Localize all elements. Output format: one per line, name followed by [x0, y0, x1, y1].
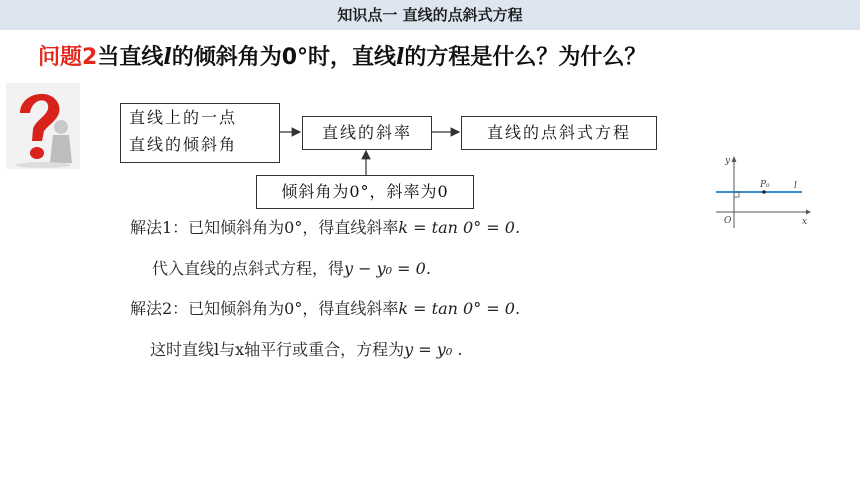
flow-box-given-line2: 直线的倾斜角	[129, 135, 238, 154]
origin-label: O	[724, 216, 732, 226]
solution-line-4	[150, 337, 462, 363]
flow-box-given-line1: 直线上的一点	[129, 108, 238, 127]
point-p0-label: P₀	[760, 180, 770, 190]
x-axis-label: x	[802, 217, 808, 227]
question-var-l1: l	[163, 44, 172, 70]
flow-box-point-slope: 直线的点斜式方程	[461, 116, 657, 150]
solution-line-1-text: 解法1：已知倾斜角为0°，得直线斜率	[130, 218, 399, 237]
solution-line-4-formula: y = y₀ .	[404, 340, 463, 359]
solution-line-2	[152, 256, 431, 282]
solution-line-1	[130, 215, 520, 241]
solution-line-3-formula: k = tan 0° = 0.	[398, 299, 521, 318]
solution-line-2-formula: y − y₀ = 0.	[344, 259, 431, 278]
x-axis-arrow	[806, 210, 811, 215]
question-text-after: 的方程是什么？为什么？	[404, 45, 647, 70]
question-text-middle: 的倾斜角为0°时，直线	[171, 45, 396, 70]
question-label: 问题2	[38, 45, 98, 70]
line-l-label: l	[794, 181, 797, 191]
y-axis-label: y	[725, 156, 731, 166]
point-p0	[762, 190, 766, 194]
question-var-l2: l	[396, 44, 405, 70]
y-axis-arrow	[732, 156, 737, 162]
section-title: 知识点一 直线的点斜式方程	[337, 6, 523, 24]
solution-line-2-text: 代入直线的点斜式方程，得	[152, 259, 345, 278]
question-text-before: 当直线	[97, 45, 164, 70]
coordinate-graph	[712, 150, 812, 230]
flow-box-condition: 倾斜角为0°，斜率为0	[256, 175, 474, 209]
solution-line-4-text: 这时直线l与x轴平行或重合，方程为	[150, 340, 405, 359]
solution-line-3	[130, 296, 520, 322]
solution-line-1-formula: k = tan 0° = 0.	[398, 218, 521, 237]
solution-line-3-text: 解法2：已知倾斜角为0°，得直线斜率	[130, 299, 399, 318]
flow-box-slope: 直线的斜率	[302, 116, 432, 150]
